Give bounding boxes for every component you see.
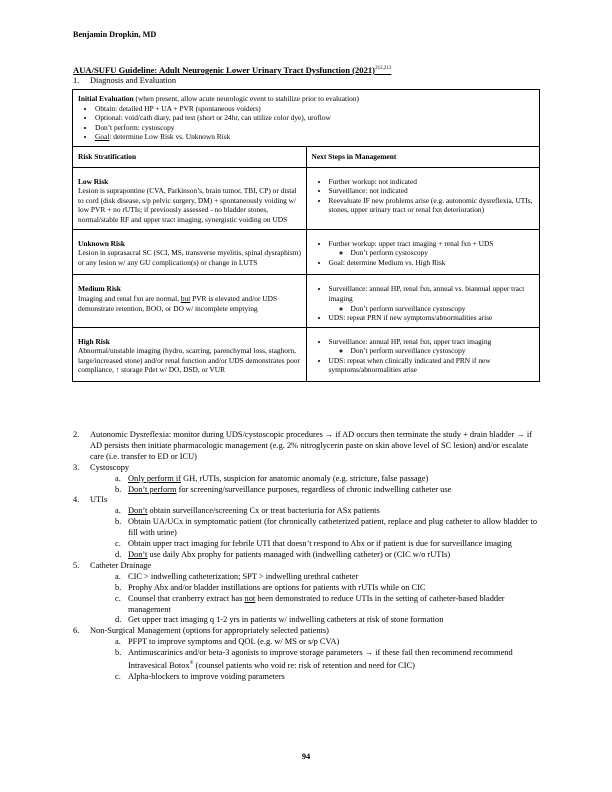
item-text: use daily Abx prophy for patients managed with (indwelling catheter) or (CIC w/o rUTIs) bbox=[147, 549, 451, 559]
item-letter: b. bbox=[115, 517, 122, 527]
list-item: • Surveillance: not indicated bbox=[329, 186, 536, 196]
item-emphasis: Don’t perform bbox=[128, 484, 177, 494]
unknown-risk-row bbox=[73, 229, 540, 275]
list-item: • Reevaluate IF new problems arise (e.g. autonomic dysreflexia, UTIs, stones, upper urinary tract or renal fxn deterioration) bbox=[329, 196, 536, 215]
title-text: AUA/SUFU Guideline: Adult Neurogenic Lower Urinary Tract Dysfunction (2021) bbox=[73, 65, 376, 75]
author-name: Benjamin Dropkin, MD bbox=[73, 30, 157, 39]
item-emphasis: Only perform if bbox=[128, 473, 182, 483]
item-text: UTIs bbox=[90, 495, 108, 505]
item-emphasis: not bbox=[244, 593, 256, 603]
item-letter: d. bbox=[115, 549, 122, 559]
item-text: Antimuscarinics and/or beta-3 agonists to improve storage parameters → if these fail then recommend recommend Intravesical Botox bbox=[128, 648, 513, 670]
sub-list bbox=[329, 346, 536, 356]
medium-risk-row bbox=[73, 275, 540, 327]
item-letter: b. bbox=[115, 648, 122, 658]
list-item: • Further workup: not indicated bbox=[329, 177, 536, 187]
list-item: ◦ Don’t perform cystoscopy bbox=[351, 248, 536, 258]
item-text: for screening/surveillance purposes, regardless of chronic indwelling catheter use bbox=[176, 484, 452, 494]
list-item-2 bbox=[73, 430, 543, 463]
header-next-steps: Next Steps in Management bbox=[306, 146, 540, 167]
item-text: CIC > indwelling catheterization; SPT > indwelling urethral catheter bbox=[128, 571, 359, 581]
item-text: Catheter Drainage bbox=[90, 560, 152, 570]
list-item-3a bbox=[73, 474, 543, 485]
low-risk-steps-cell bbox=[306, 167, 540, 229]
numbered-list bbox=[73, 430, 543, 683]
section-label: Diagnosis and Evaluation bbox=[90, 76, 177, 85]
low-risk-description: Lesion is suprapontine (CVA, Parkinson’s, brain tumor, TBI, CP) or distal to cord (disk disease, s/p pelvic surgery, DM) + spontaneously voiding w/ low PVR + no rUTIs; if previously assessed - no bladder stones, normal/stable RF and upper tract imaging, synergistic voiding on UDS bbox=[78, 186, 297, 224]
list-item-4b bbox=[73, 517, 543, 539]
medium-risk-title: Medium Risk bbox=[78, 284, 121, 294]
sub-list bbox=[329, 248, 536, 258]
list-item-3 bbox=[73, 463, 543, 474]
goal-text: : determine Low Risk vs. Unknown Risk bbox=[109, 132, 231, 142]
item-text: GH, rUTIs, suspicion for anatomic anomaly (e.g. stricture, false passage) bbox=[181, 473, 429, 483]
title-reference: 212,213 bbox=[375, 66, 392, 72]
step-text: Further workup: upper tract imaging + renal fxn + UDS bbox=[328, 238, 494, 248]
item-letter: c. bbox=[115, 539, 121, 549]
list-item-5d bbox=[73, 615, 543, 626]
high-risk-steps bbox=[312, 337, 536, 375]
item-text: PFPT to improve symptoms and QOL (e.g. w/ MS or s/p CVA) bbox=[128, 637, 340, 647]
section-1-heading bbox=[73, 76, 176, 85]
low-risk-steps bbox=[312, 177, 536, 215]
medium-risk-steps-cell bbox=[306, 275, 540, 327]
registered-mark: ® bbox=[189, 661, 194, 667]
low-risk-title: Low Risk bbox=[78, 176, 109, 186]
initial-evaluation-heading: Initial Evaluation bbox=[78, 94, 134, 103]
item-letter: c. bbox=[115, 593, 121, 603]
list-item-5a bbox=[73, 572, 543, 583]
list-item: • UDS: repeat when clinically indicated and PRN if new symptoms/abnormalities arise bbox=[329, 356, 536, 375]
initial-evaluation-row bbox=[73, 90, 540, 147]
sub-list bbox=[329, 304, 536, 314]
desc-emphasis: but bbox=[180, 293, 191, 303]
desc-part: Imaging and renal fxn are normal, bbox=[78, 293, 181, 303]
list-item bbox=[329, 284, 536, 313]
step-text: Surveillance: annual HP, renal fxn, upper tract imaging bbox=[328, 336, 492, 346]
item-number: 6. bbox=[73, 626, 80, 636]
item-text: been demonstrated to reduce UTIs in the setting of catheter-based bladder management bbox=[128, 593, 505, 614]
table-header-row bbox=[73, 146, 540, 167]
high-risk-title: High Risk bbox=[78, 336, 110, 346]
goal-label: Goal bbox=[95, 132, 110, 142]
item-text: Obtain UA/UCx in symptomatic patient (for chronically catheterized patient, replace and plug catheter to allow bladder to fill with urine) bbox=[128, 517, 538, 538]
item-text: Counsel that cranberry extract has bbox=[128, 593, 245, 603]
list-item: • Optional: void/cath diary, pad test (short or 24hr, can utilize color dye), uroflow bbox=[95, 113, 535, 123]
item-emphasis: Don’t bbox=[128, 549, 148, 559]
item-text: Alpha-blockers to improve voiding parameters bbox=[128, 671, 285, 681]
item-letter: c. bbox=[115, 671, 121, 681]
list-item-6c bbox=[73, 672, 543, 683]
list-item: • Obtain: detailed HP + UA + PVR (spontaneous voiders) bbox=[95, 104, 535, 114]
item-number: 2. bbox=[73, 430, 80, 439]
list-item-4d bbox=[73, 550, 543, 561]
list-item: • Don’t perform: cystoscopy bbox=[95, 123, 535, 133]
initial-evaluation-cell bbox=[73, 90, 540, 147]
unknown-risk-steps-cell bbox=[306, 229, 540, 275]
item-letter: b. bbox=[115, 582, 122, 592]
unknown-risk-description: Lesion in suprasacral SC (SCI, MS, transverse myelitis, spinal dysraphism) or any lesion w/ any GU complication(s) or change in LUTS bbox=[78, 248, 301, 267]
list-item-3b bbox=[73, 485, 543, 496]
initial-evaluation-note: (when present, allow acute neurologic event to stabilize prior to evaluation) bbox=[133, 94, 359, 103]
guideline-title bbox=[73, 65, 391, 75]
list-item: • Goal: determine Medium vs. High Risk bbox=[329, 258, 536, 268]
section-number: 1. bbox=[73, 76, 80, 85]
list-item-4 bbox=[73, 495, 543, 506]
item-number: 3. bbox=[73, 462, 80, 472]
high-risk-description: Abnormal/unstable imaging (hydro, scarring, parenchymal loss, staghorn, large/increased stone) and/or renal function and/or UDS demonstrates poor compliance, ↑ storage Pdet w/ DO, DSD, or VUR bbox=[78, 346, 300, 375]
item-text: obtain surveillance/screening Cx or treat bacteriuria for ASx patients bbox=[147, 506, 380, 516]
list-item: • UDS: repeat PRN if new symptoms/abnormalities arise bbox=[329, 313, 536, 323]
item-emphasis: Don’t bbox=[128, 506, 148, 516]
list-item-6 bbox=[73, 626, 543, 637]
item-text: Get upper tract imaging q 1-2 yrs in patients w/ indwelling catheters at risk of stone formation bbox=[128, 615, 444, 625]
initial-evaluation-list bbox=[78, 104, 535, 142]
item-letter: a. bbox=[115, 473, 121, 483]
list-item bbox=[329, 239, 536, 258]
item-text: Obtain upper tract imaging for febrile UTI that doesn’t respond to Abx or if patient is due for surveillance imaging bbox=[128, 539, 512, 549]
item-text: Cystoscopy bbox=[90, 462, 130, 472]
unknown-risk-title: Unknown Risk bbox=[78, 238, 126, 248]
header-risk-stratification: Risk Stratification bbox=[73, 146, 307, 167]
item-text: Non-Surgical Management (options for appropriately selected patients) bbox=[90, 626, 329, 636]
low-risk-cell bbox=[73, 167, 307, 229]
unknown-risk-steps bbox=[312, 239, 536, 268]
high-risk-row bbox=[73, 327, 540, 381]
list-item-5c bbox=[73, 594, 543, 616]
item-letter: a. bbox=[115, 506, 121, 516]
medium-risk-steps bbox=[312, 284, 536, 322]
item-text: (counsel patients who void re: risk of retention and need for CIC) bbox=[193, 660, 415, 670]
evaluation-table bbox=[72, 89, 540, 382]
item-number: 4. bbox=[73, 495, 80, 505]
item-letter: b. bbox=[115, 484, 122, 494]
step-text: Surveillance: annual HP, renal fxn, annual vs. biannual upper tract imaging bbox=[328, 284, 525, 303]
item-number: 5. bbox=[73, 560, 80, 570]
list-item-6a bbox=[73, 637, 543, 648]
list-item-4c bbox=[73, 539, 543, 550]
item-text: Autonomic Dysreflexia: monitor during UDS/cystoscopic procedures → if AD occurs then terminate the study + drain bladder → if AD persists then initiate pharmacologic management (e.g. 2% nitroglycerin paste on skin above level of SC lesion) and/or escalate care (i.e. transfer to ED or ICU) bbox=[90, 430, 532, 461]
medium-risk-description bbox=[78, 294, 302, 313]
page-number: 94 bbox=[301, 752, 311, 761]
list-item-5b bbox=[73, 583, 543, 594]
high-risk-steps-cell bbox=[306, 327, 540, 381]
item-letter: a. bbox=[115, 571, 121, 581]
list-item bbox=[329, 337, 536, 356]
list-item bbox=[95, 132, 535, 142]
low-risk-row bbox=[73, 167, 540, 229]
list-item-6b bbox=[73, 648, 543, 672]
list-item-4a bbox=[73, 506, 543, 517]
medium-risk-cell bbox=[73, 275, 307, 327]
desc-part: PVR is elevated and/or UDS demonstrate retention, BOO, or DO w/ incomplete emptying bbox=[78, 293, 278, 313]
high-risk-cell bbox=[73, 327, 307, 381]
unknown-risk-cell bbox=[73, 229, 307, 275]
item-text: Prophy Abx and/or bladder instillations are options for patients with rUTIs while on CIC bbox=[128, 582, 426, 592]
item-letter: d. bbox=[115, 615, 122, 625]
item-letter: a. bbox=[115, 637, 121, 647]
list-item: ◦ Don’t perform surveillance cystoscopy bbox=[351, 304, 536, 314]
list-item-5 bbox=[73, 561, 543, 572]
list-item: ◦ Don’t perform surveillance cystoscopy bbox=[351, 346, 536, 356]
